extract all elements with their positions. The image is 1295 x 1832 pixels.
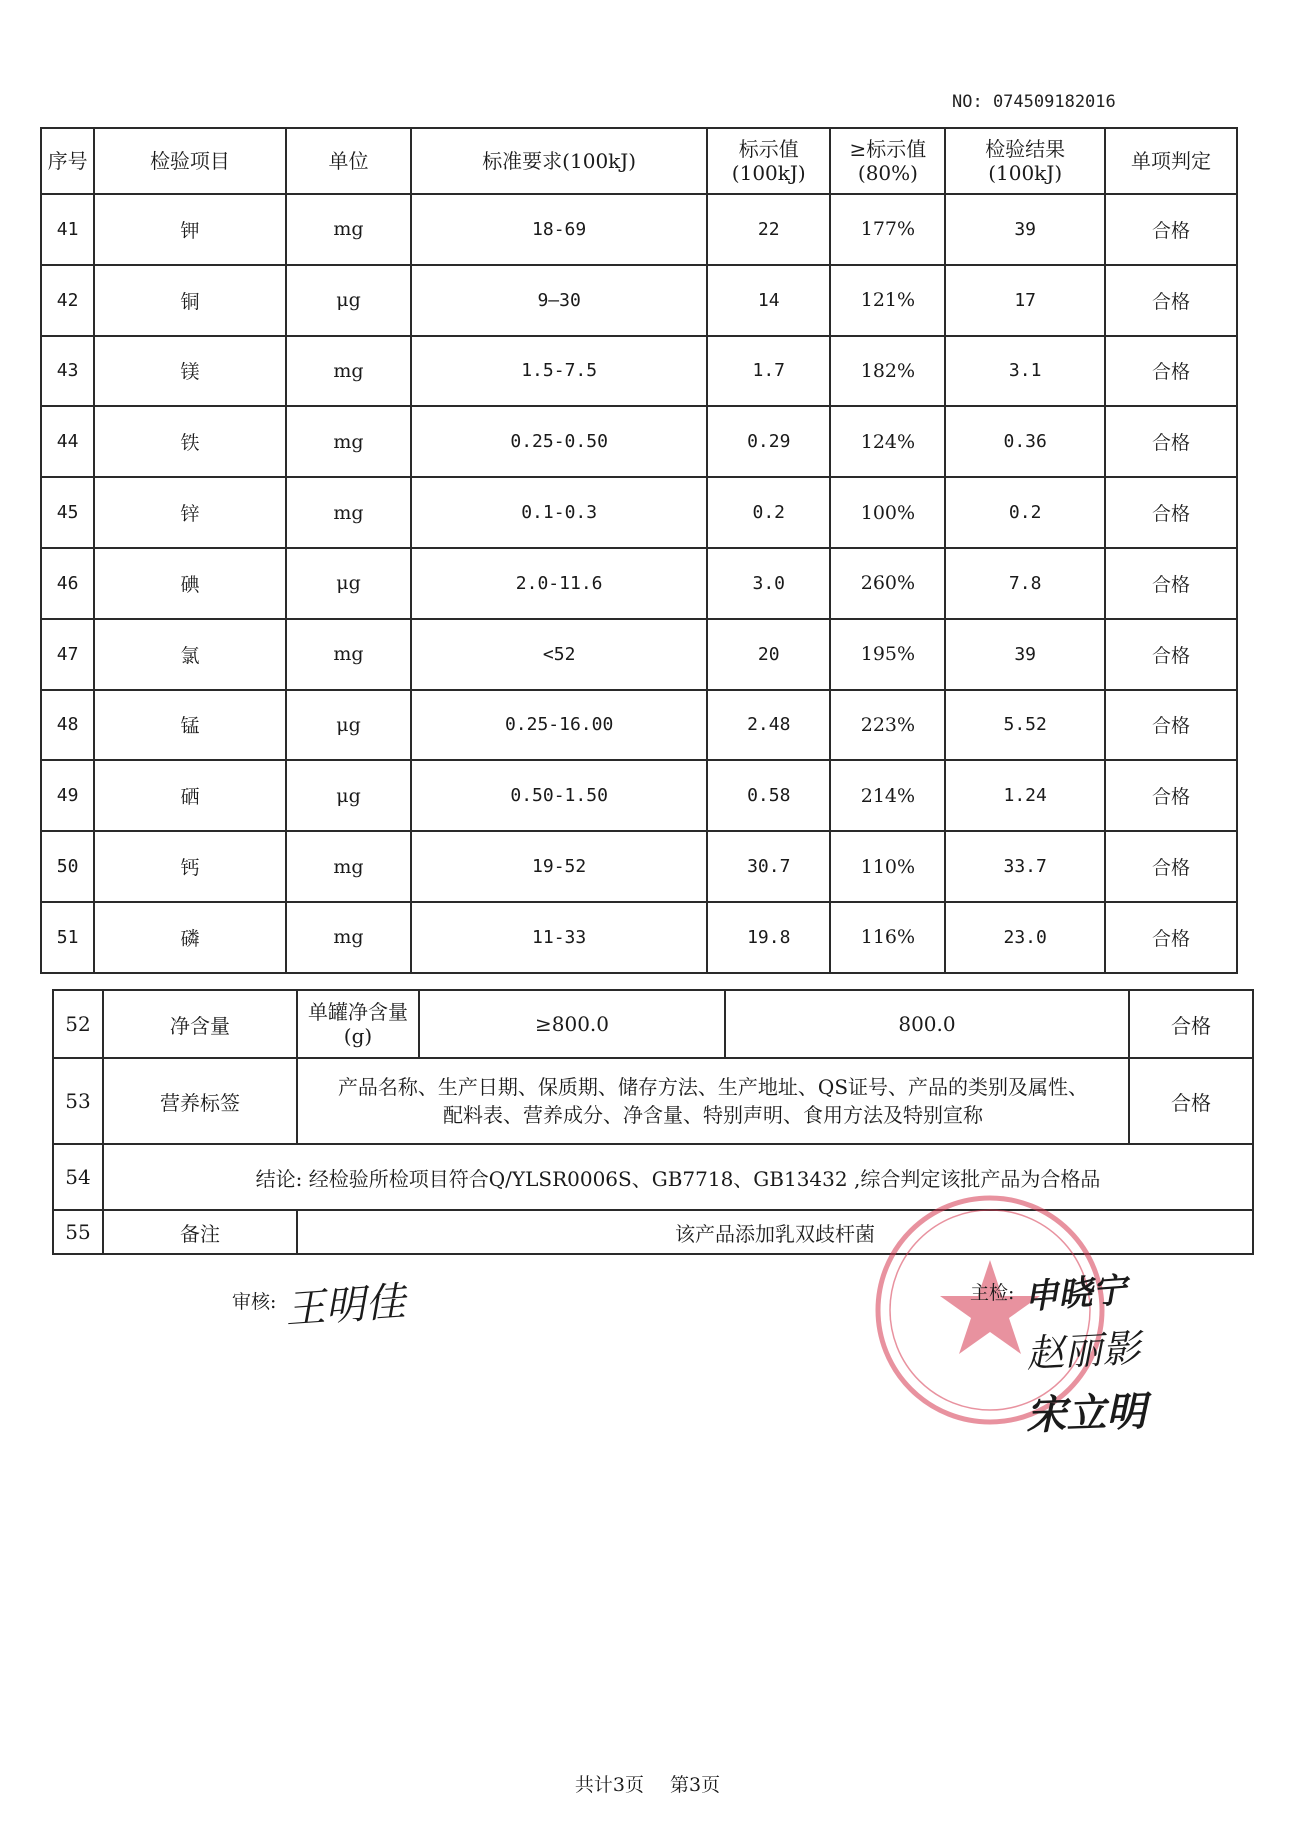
row-standard: 18-69 [411, 194, 707, 265]
row-percent: 182% [830, 336, 945, 407]
table-row [41, 477, 1237, 548]
header-percent-line2: (80%) [857, 161, 918, 185]
row-standard: 0.50-1.50 [411, 760, 707, 831]
table-row [41, 194, 1237, 265]
row-percent: 110% [830, 831, 945, 902]
row-item: 氯 [94, 619, 286, 690]
row-verdict: 合格 [1105, 548, 1237, 619]
row52-unit [297, 990, 419, 1058]
row-unit: mg [286, 406, 412, 477]
row-verdict: 合格 [1105, 619, 1237, 690]
header-label-value [707, 128, 830, 194]
row52-standard: ≥800.0 [419, 990, 725, 1058]
header-unit: 单位 [286, 128, 412, 194]
row-seq: 47 [41, 619, 94, 690]
page-current: 第3页 [670, 1774, 721, 1796]
row-standard: <52 [411, 619, 707, 690]
row-unit: mg [286, 831, 412, 902]
header-standard: 标准要求(100kJ) [411, 128, 707, 194]
header-label-value-line1: 标示值 [738, 137, 799, 161]
chief-inspector-signature: 申晓宁 [1022, 1270, 1128, 1318]
row-seq: 49 [41, 760, 94, 831]
row-label-value: 0.58 [707, 760, 830, 831]
row-result: 23.0 [945, 902, 1105, 973]
row-label-value: 30.7 [707, 831, 830, 902]
row-result: 5.52 [945, 690, 1105, 761]
row-standard: 1.5-7.5 [411, 336, 707, 407]
table-row [41, 336, 1237, 407]
page-total: 共计3页 [574, 1774, 644, 1796]
report-number: NO: 074509182016 [952, 92, 1116, 112]
row53-item: 营养标签 [103, 1058, 297, 1144]
row-seq: 41 [41, 194, 94, 265]
row-standard: 0.25-16.00 [411, 690, 707, 761]
row53-content-line2: 配料表、营养成分、净含量、特别声明、食用方法及特别宣称 [443, 1103, 983, 1127]
header-percent-line1: ≥标示值 [849, 137, 927, 161]
row-item: 铁 [94, 406, 286, 477]
row-standard: 2.0-11.6 [411, 548, 707, 619]
row-result: 39 [945, 194, 1105, 265]
row-unit: mg [286, 336, 412, 407]
row-item: 碘 [94, 548, 286, 619]
row-label-value: 1.7 [707, 336, 830, 407]
row52-unit-line2: (g) [343, 1024, 373, 1048]
row-verdict: 合格 [1105, 406, 1237, 477]
row-item: 铜 [94, 265, 286, 336]
row-verdict: 合格 [1105, 336, 1237, 407]
row-unit: mg [286, 194, 412, 265]
row-label-value: 20 [707, 619, 830, 690]
reviewer-signature: 王明佳 [283, 1278, 407, 1334]
row-item: 镁 [94, 336, 286, 407]
reviewer-label: 审核: [232, 1291, 277, 1313]
row-item: 钙 [94, 831, 286, 902]
row-label-value: 14 [707, 265, 830, 336]
table-row [41, 902, 1237, 973]
row-percent: 214% [830, 760, 945, 831]
row-seq: 48 [41, 690, 94, 761]
row-seq: 42 [41, 265, 94, 336]
row-seq: 43 [41, 336, 94, 407]
table-row [53, 990, 1253, 1058]
header-label-value-line2: (100kJ) [731, 161, 806, 185]
row-percent: 116% [830, 902, 945, 973]
inspector-signature-3: 宋立明 [1025, 1387, 1147, 1440]
row52-item: 净含量 [103, 990, 297, 1058]
row53-content [297, 1058, 1129, 1144]
row55-seq: 55 [53, 1210, 103, 1254]
row-percent: 124% [830, 406, 945, 477]
row-unit: mg [286, 619, 412, 690]
row-seq: 51 [41, 902, 94, 973]
table-row [41, 760, 1237, 831]
header-result-line1: 检验结果 [985, 137, 1066, 161]
row-item: 磷 [94, 902, 286, 973]
row-result: 0.2 [945, 477, 1105, 548]
row-result: 0.36 [945, 406, 1105, 477]
row-percent: 100% [830, 477, 945, 548]
row-unit: μg [286, 265, 412, 336]
row-standard: 0.1-0.3 [411, 477, 707, 548]
row-seq: 50 [41, 831, 94, 902]
table-row [53, 1058, 1253, 1144]
page-footer [0, 1770, 1295, 1797]
row-unit: μg [286, 760, 412, 831]
table-row [41, 831, 1237, 902]
row53-content-line1: 产品名称、生产日期、保质期、储存方法、生产地址、QS证号、产品的类别及属性、 [337, 1075, 1089, 1099]
table-row [41, 690, 1237, 761]
header-item: 检验项目 [94, 128, 286, 194]
row-item: 锌 [94, 477, 286, 548]
row53-seq: 53 [53, 1058, 103, 1144]
row52-unit-line1: 单罐净含量 [308, 1000, 408, 1024]
row-standard: 19-52 [411, 831, 707, 902]
row-verdict: 合格 [1105, 690, 1237, 761]
inspection-table [40, 127, 1238, 974]
row-unit: mg [286, 477, 412, 548]
row-result: 7.8 [945, 548, 1105, 619]
row-unit: μg [286, 690, 412, 761]
row-verdict: 合格 [1105, 902, 1237, 973]
row54-seq: 54 [53, 1144, 103, 1210]
row-label-value: 2.48 [707, 690, 830, 761]
row-verdict: 合格 [1105, 477, 1237, 548]
row-item: 硒 [94, 760, 286, 831]
header-percent [830, 128, 945, 194]
row-percent: 121% [830, 265, 945, 336]
row-result: 1.24 [945, 760, 1105, 831]
row-standard: 11-33 [411, 902, 707, 973]
row-seq: 45 [41, 477, 94, 548]
row-percent: 260% [830, 548, 945, 619]
table-row [41, 619, 1237, 690]
row54-conclusion: 结论: 经检验所检项目符合Q/YLSR0006S、GB7718、GB13432 ,综合判定该批产品为合格品 [103, 1144, 1253, 1210]
header-result [945, 128, 1105, 194]
row-item: 锰 [94, 690, 286, 761]
row-result: 3.1 [945, 336, 1105, 407]
row-result: 39 [945, 619, 1105, 690]
row-seq: 44 [41, 406, 94, 477]
row55-remark: 该产品添加乳双歧杆菌 [297, 1210, 1253, 1254]
row-label-value: 0.2 [707, 477, 830, 548]
row-seq: 46 [41, 548, 94, 619]
row-item: 钾 [94, 194, 286, 265]
inspector-signature-2: 赵丽影 [1025, 1326, 1142, 1376]
table-body [41, 194, 1237, 973]
header-result-line2: (100kJ) [988, 161, 1063, 185]
row-verdict: 合格 [1105, 194, 1237, 265]
row-standard: 0.25-0.50 [411, 406, 707, 477]
header-verdict: 单项判定 [1105, 128, 1237, 194]
table-row [41, 265, 1237, 336]
row53-verdict: 合格 [1129, 1058, 1253, 1144]
row-label-value: 22 [707, 194, 830, 265]
row-percent: 223% [830, 690, 945, 761]
row-unit: mg [286, 902, 412, 973]
row-label-value: 3.0 [707, 548, 830, 619]
row-verdict: 合格 [1105, 831, 1237, 902]
table-row [41, 406, 1237, 477]
row-result: 33.7 [945, 831, 1105, 902]
row52-verdict: 合格 [1129, 990, 1253, 1058]
row-label-value: 19.8 [707, 902, 830, 973]
row-label-value: 0.29 [707, 406, 830, 477]
header-seq: 序号 [41, 128, 94, 194]
row-percent: 195% [830, 619, 945, 690]
row-unit: μg [286, 548, 412, 619]
table-header-row [41, 128, 1237, 194]
row52-result: 800.0 [725, 990, 1129, 1058]
chief-inspector-label: 主检: [970, 1282, 1015, 1304]
row52-seq: 52 [53, 990, 103, 1058]
row55-item: 备注 [103, 1210, 297, 1254]
row-percent: 177% [830, 194, 945, 265]
row-standard: 9—30 [411, 265, 707, 336]
table-row [41, 548, 1237, 619]
row-verdict: 合格 [1105, 760, 1237, 831]
row-verdict: 合格 [1105, 265, 1237, 336]
row-result: 17 [945, 265, 1105, 336]
